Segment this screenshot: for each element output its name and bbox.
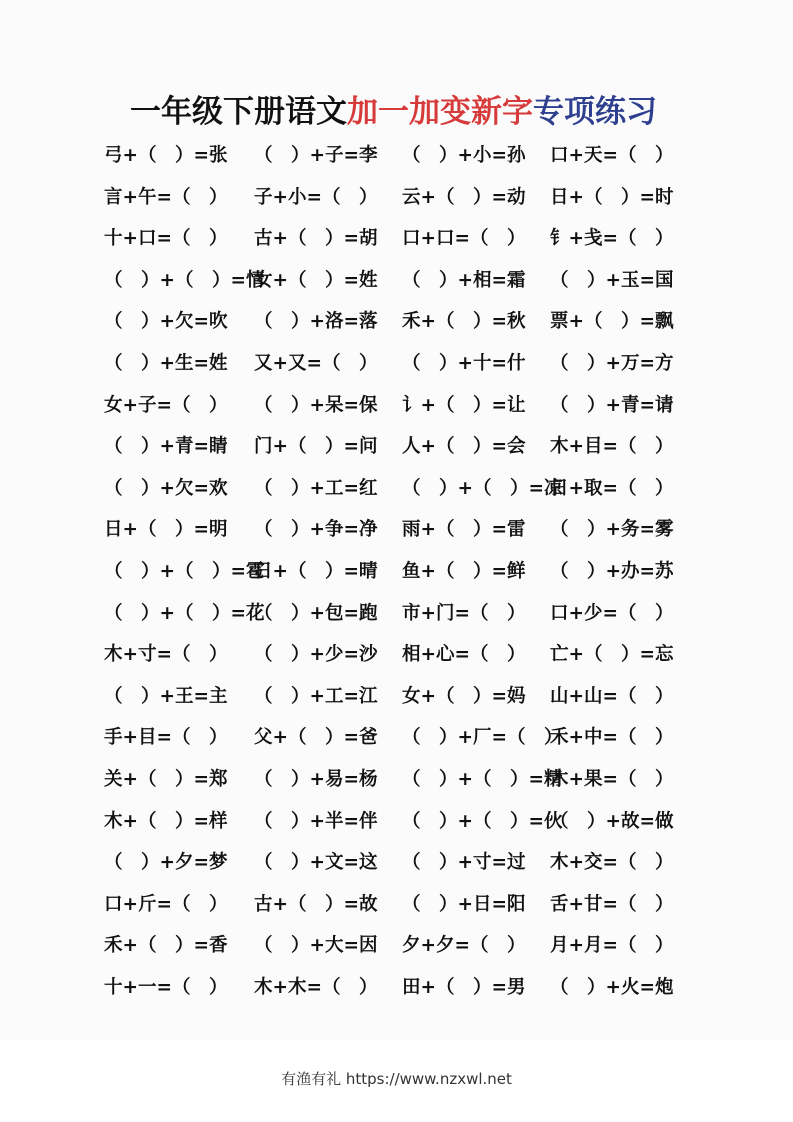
exercise-item: （ ）+火=炮: [550, 976, 674, 998]
exercise-row: [104, 263, 684, 305]
footer-watermark: 有渔有礼 https://www.nzxwl.net: [281, 1070, 512, 1088]
exercise-item: （ ）+大=因: [254, 935, 378, 957]
exercise-item: （ ）+生=姓: [104, 352, 228, 374]
exercise-row: [104, 554, 684, 596]
exercise-item: （ ）+故=做: [550, 810, 674, 832]
exercise-item: （ ）+玉=国: [550, 269, 674, 291]
exercise-item: （ ）+（ ）=情: [104, 269, 265, 291]
exercise-item: 雨+（ ）=雷: [402, 519, 526, 541]
exercise-item: 女+子=（ ）: [104, 394, 228, 416]
exercise-item: （ ）+文=这: [254, 852, 378, 874]
exercise-row: [104, 928, 684, 970]
exercise-item: （ ）+办=苏: [550, 560, 674, 582]
exercise-item: 十+口=（ ）: [104, 228, 228, 250]
exercise-item: 十+一=（ ）: [104, 976, 228, 998]
exercise-item: 弓+（ ）=张: [104, 145, 228, 166]
exercise-row: [104, 471, 684, 513]
exercise-item: 古+（ ）=胡: [254, 228, 378, 250]
exercise-item: 木+（ ）=样: [104, 810, 228, 832]
exercise-item: 女+（ ）=姓: [254, 269, 378, 291]
exercise-item: （ ）+万=方: [550, 352, 674, 374]
exercise-grid: [104, 138, 684, 1011]
exercise-item: （ ）+青=请: [550, 394, 674, 416]
exercise-item: （ ）+（ ）=伙: [402, 810, 563, 832]
exercise-item: 木+交=（ ）: [550, 852, 674, 874]
exercise-item: 日+（ ）=时: [550, 186, 674, 208]
exercise-item: （ ）+欠=欢: [104, 477, 228, 499]
exercise-item: （ ）+务=雾: [550, 519, 674, 541]
exercise-item: 月+月=（ ）: [550, 935, 674, 957]
exercise-item: （ ）+洛=落: [254, 311, 378, 333]
exercise-item: 门+（ ）=问: [254, 436, 378, 458]
exercise-item: （ ）+少=沙: [254, 644, 378, 666]
exercise-item: （ ）+夕=梦: [104, 852, 228, 874]
exercise-item: 日+取=（ ）: [550, 477, 674, 499]
exercise-row: [104, 346, 684, 388]
exercise-item: 山+山=（ ）: [550, 685, 674, 707]
exercise-item: （ ）+厂=（ ）: [402, 727, 563, 749]
exercise-item: 票+（ ）=飘: [550, 311, 674, 333]
exercise-item: 市+门=（ ）: [402, 602, 526, 624]
title-part-topic: 加一加变新字: [347, 94, 533, 130]
exercise-item: 鱼+（ ）=鲜: [402, 560, 526, 582]
exercise-item: 又+又=（ ）: [254, 352, 378, 374]
exercise-item: 禾+（ ）=秋: [402, 311, 526, 333]
exercise-item: （ ）+争=净: [254, 519, 378, 541]
exercise-row: [104, 180, 684, 222]
exercise-item: 日+（ ）=明: [104, 519, 228, 541]
exercise-row: [104, 887, 684, 929]
exercise-row: [104, 512, 684, 554]
exercise-item: （ ）+工=江: [254, 685, 378, 707]
exercise-row: [104, 304, 684, 346]
exercise-row: [104, 221, 684, 263]
exercise-row: [104, 804, 684, 846]
exercise-row: [104, 762, 684, 804]
exercise-item: 口+斤=（ ）: [104, 893, 228, 915]
page-title: [130, 86, 670, 131]
exercise-row: [104, 429, 684, 471]
exercise-item: （ ）+（ ）=雹: [104, 560, 265, 582]
exercise-item: 口+少=（ ）: [550, 602, 674, 624]
exercise-item: 禾+（ ）=香: [104, 935, 228, 957]
exercise-item: 父+（ ）=爸: [254, 727, 378, 749]
exercise-item: 口+天=（ ）: [550, 145, 674, 166]
exercise-item: 古+（ ）=故: [254, 893, 378, 915]
exercise-item: 女+（ ）=妈: [402, 685, 526, 707]
exercise-row: [104, 845, 684, 887]
exercise-item: 日+（ ）=晴: [254, 560, 378, 582]
exercise-item: （ ）+半=伴: [254, 810, 378, 832]
exercise-item: 口+口=（ ）: [402, 228, 526, 250]
exercise-row: [104, 720, 684, 762]
exercise-item: （ ）+日=阳: [402, 893, 526, 915]
exercise-item: 相+心=（ ）: [402, 644, 526, 666]
exercise-item: （ ）+王=主: [104, 685, 228, 707]
exercise-item: 木+寸=（ ）: [104, 644, 228, 666]
exercise-item: （ ）+工=红: [254, 477, 378, 499]
exercise-row: [104, 970, 684, 1012]
exercise-item: （ ）+欠=吹: [104, 311, 228, 333]
exercise-item: 舌+甘=（ ）: [550, 893, 674, 915]
exercise-item: （ ）+相=霜: [402, 269, 526, 291]
exercise-item: 云+（ ）=动: [402, 186, 526, 208]
exercise-item: 钅+戋=（ ）: [550, 228, 674, 250]
exercise-item: 讠+（ ）=让: [402, 394, 526, 416]
title-part-practice: 专项练习: [533, 94, 657, 130]
exercise-item: 子+小=（ ）: [254, 186, 378, 208]
exercise-row: [104, 138, 684, 180]
exercise-item: 亡+（ ）=忘: [550, 644, 674, 666]
exercise-item: （ ）+子=李: [254, 145, 378, 166]
exercise-item: 夕+夕=（ ）: [402, 935, 526, 957]
exercise-item: （ ）+（ ）=花: [104, 602, 265, 624]
exercise-item: 人+（ ）=会: [402, 436, 526, 458]
exercise-item: 言+午=（ ）: [104, 186, 228, 208]
exercise-item: 田+（ ）=男: [402, 976, 526, 998]
exercise-item: （ ）+易=杨: [254, 768, 378, 790]
exercise-item: （ ）+寸=过: [402, 852, 526, 874]
exercise-item: （ ）+十=什: [402, 352, 526, 374]
exercise-row: [104, 388, 684, 430]
exercise-item: 木+木=（ ）: [254, 976, 378, 998]
exercise-item: （ ）+青=睛: [104, 436, 228, 458]
exercise-item: 禾+中=（ ）: [550, 727, 674, 749]
exercise-item: （ ）+小=孙: [402, 145, 526, 166]
exercise-item: 木+目=（ ）: [550, 436, 674, 458]
exercise-item: （ ）+（ ）=凉: [402, 477, 563, 499]
exercise-item: （ ）+呆=保: [254, 394, 378, 416]
exercise-item: （ ）+（ ）=精: [402, 768, 563, 790]
exercise-item: 手+目=（ ）: [104, 727, 228, 749]
exercise-item: （ ）+包=跑: [254, 602, 378, 624]
title-part-grade: 一年级下册语文: [130, 94, 347, 130]
exercise-row: [104, 679, 684, 721]
exercise-row: [104, 596, 684, 638]
exercise-item: 木+果=（ ）: [550, 768, 674, 790]
exercise-item: 关+（ ）=郑: [104, 768, 228, 790]
exercise-row: [104, 637, 684, 679]
